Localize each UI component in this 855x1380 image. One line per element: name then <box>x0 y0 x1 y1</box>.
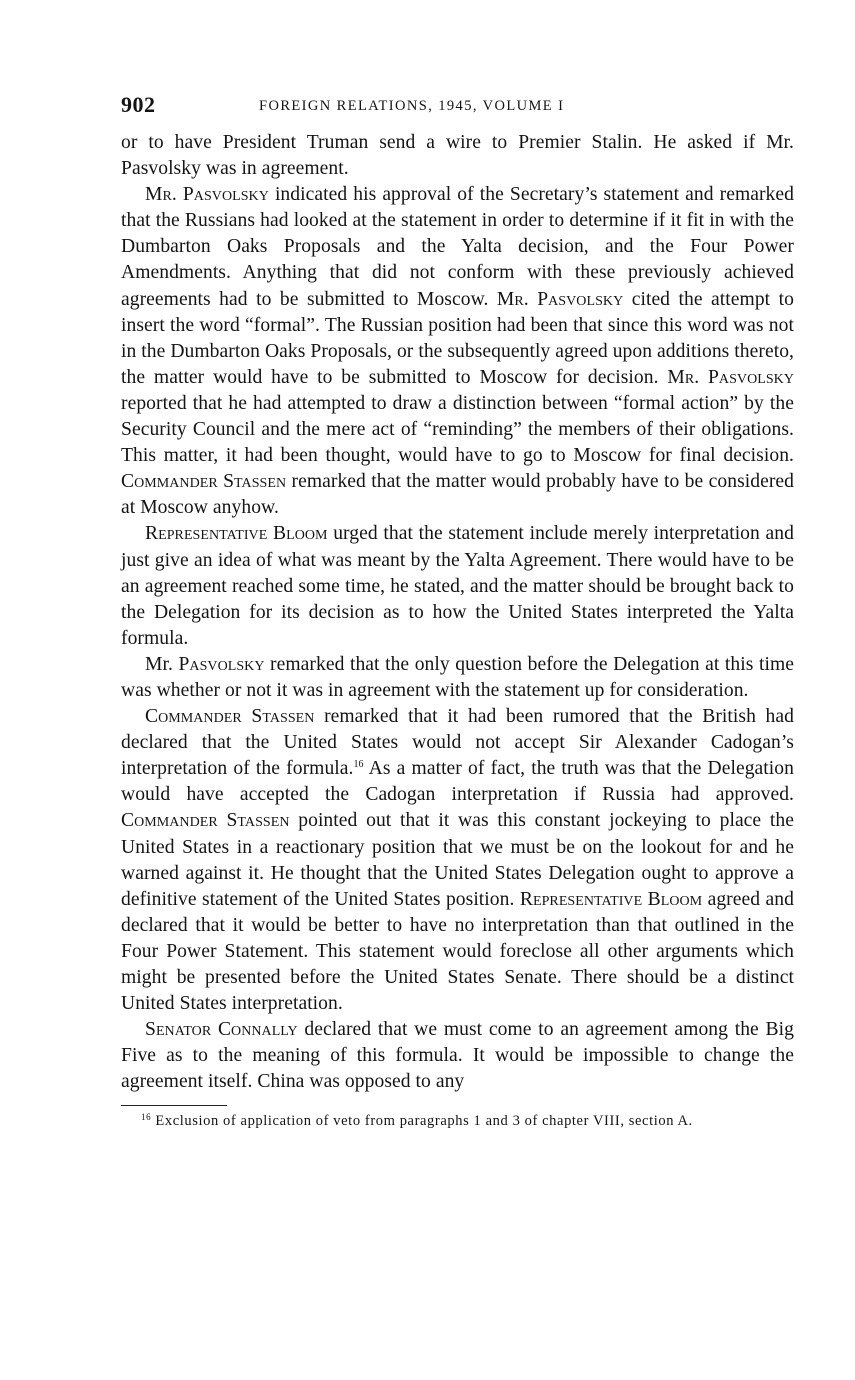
page-number: 902 <box>121 92 156 117</box>
document-page <box>121 92 794 1131</box>
paragraph-text: pointed out that it was this constant jockeying to place the United States in a reactionary position that we must be on the lookout for and he warned against it. He thought that the United States Delegation ought to approve a definitive statement of the United States position. <box>121 810 794 910</box>
page-header <box>121 92 794 130</box>
speaker-name: Mr. Pasvolsky <box>145 184 269 206</box>
paragraph-continuation <box>121 130 794 182</box>
paragraph-text: agreed and declared that it would be better to have no interpretation than that outlined in the Four Power Statement. This statement would foreclose all other arguments which might be presented before the United States Senate. There should be a distinct United States interpretation. <box>121 888 794 1015</box>
body-text <box>121 130 794 1095</box>
speaker-name: Senator Connally <box>145 1019 298 1041</box>
paragraph-text: As a matter of fact, the truth was that the Delegation would have accepted the Cadogan interpretation if Russia had approved. <box>121 758 794 806</box>
paragraph-text: reported that he had attempted to draw a distinction between “formal action” by the Security Council and the mere act of “reminding” the members of their obligations. This matter, it had been thought, would have to go to Moscow for final decision. <box>121 392 794 467</box>
speaker-title: Mr. <box>145 653 179 675</box>
footnote-reference[interactable]: 16 <box>353 759 364 771</box>
paragraph-stassen-cadogan <box>121 704 794 1017</box>
speaker-name: Representative Bloom <box>519 888 703 910</box>
speaker-name: Representative Bloom <box>145 523 328 545</box>
footnote-marker: 16 <box>141 1112 152 1123</box>
paragraph-text: remarked that the only question before the Delegation at this time was whether or not it was in agreement with the statement up for consideration. <box>121 653 794 701</box>
speaker-name: Mr. Pasvolsky <box>496 288 624 310</box>
paragraph-text: cited the attempt to insert the word “formal”. The Russian position had been that since this word was not in the Dumbarton Oaks Proposals, or the subsequently agreed upon additions thereto, the matter would have to be submitted to Moscow for decision. <box>121 288 794 388</box>
speaker-name: Commander Stassen <box>121 471 287 493</box>
footnote-divider <box>121 1105 227 1106</box>
paragraph-pasvolsky-approval <box>121 182 794 521</box>
paragraph-text: indicated his approval of the Secretary’s statement and remarked that the Russians had looked at the statement in order to determine if it fit in with the Dumbarton Oaks Proposals and the Yalta decision, and the Four Power Amendments. Anything that did not conform with these previously achieved agreements had to be submitted to Moscow. <box>121 184 795 310</box>
footnote <box>121 1112 794 1131</box>
running-head: FOREIGN RELATIONS, 1945, VOLUME I <box>259 98 565 114</box>
paragraph-text: remarked that the matter would probably have to be considered at Moscow anyhow. <box>121 471 794 519</box>
paragraph-connally-big-five <box>121 1017 794 1095</box>
paragraph-pasvolsky-question <box>121 652 794 704</box>
paragraph-text: remarked that it had been rumored that the British had declared that the United States would not accept Sir Alexander Cadogan’s interpretation of the formula. <box>121 706 794 780</box>
paragraph-text: or to have President Truman send a wire to Premier Stalin. He asked if Mr. Pasvolsky was in agreement. <box>121 132 794 180</box>
footnote-text: Exclusion of application of veto from paragraphs 1 and 3 of chapter VIII, section A. <box>151 1113 693 1130</box>
paragraph-bloom-interpretation <box>121 521 794 651</box>
speaker-name: Pasvolsky <box>178 653 265 675</box>
speaker-name: Commander Stassen <box>145 706 315 728</box>
speaker-name: Mr. Pasvolsky <box>667 366 794 388</box>
paragraph-text: declared that we must come to an agreement among the Big Five as to the meaning of this formula. It would be impossible to change the agreement itself. China was opposed to any <box>121 1019 794 1093</box>
paragraph-text: urged that the statement include merely interpretation and just give an idea of what was meant by the Yalta Agreement. There would have to be an agreement reached some time, he stated, and the matter should be brought back to the Delegation for its decision as to how the United States interpreted the Yalta formula. <box>121 523 794 649</box>
speaker-name: Commander Stassen <box>121 810 290 832</box>
